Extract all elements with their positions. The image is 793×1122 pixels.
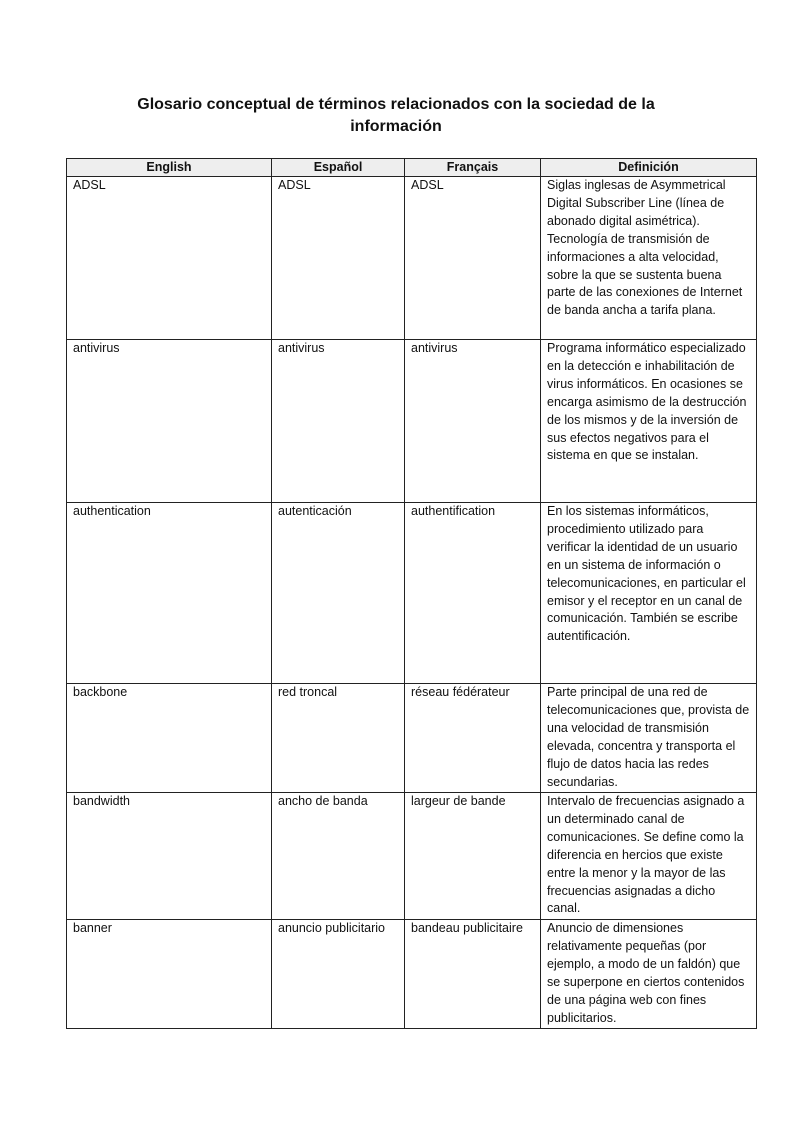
glossary-table [66,158,757,1029]
table-header-row [67,159,757,177]
cell-francais: authentification [405,503,541,684]
cell-espanol: ADSL [272,177,405,340]
cell-espanol: red troncal [272,684,405,793]
cell-definicion: Parte principal de una red de telecomunicaciones que, provista de una velocidad de transmisión elevada, concentra y transporta el flujo de datos hacia las redes secundarias. [541,684,757,793]
cell-english: authentication [67,503,272,684]
cell-espanol: antivirus [272,340,405,503]
cell-definicion: Anuncio de dimensiones relativamente pequeñas (por ejemplo, a modo de un faldón) que se superpone en ciertos contenidos de una página web con fines publicitarios. [541,920,757,1029]
table-row [67,684,757,793]
cell-english: ADSL [67,177,272,340]
cell-definicion: Programa informático especializado en la detección e inhabilitación de virus informáticos. En ocasiones se encarga asimismo de la destrucción de los mismos y de la inversión de sus efectos negativos para el sistema en que se instalan. [541,340,757,503]
cell-english: bandwidth [67,793,272,920]
cell-francais: antivirus [405,340,541,503]
table-row [67,340,757,503]
cell-espanol: autenticación [272,503,405,684]
cell-definicion: Siglas inglesas de Asymmetrical Digital Subscriber Line (línea de abonado digital asimétrica). Tecnología de transmisión de informaciones a alta velocidad, sobre la que se sustenta buena parte de las conexiones de Internet de banda ancha a tarifa plana. [541,177,757,340]
cell-english: backbone [67,684,272,793]
table-row [67,177,757,340]
page-title: Glosario conceptual de términos relacionados con la sociedad de la información [137,96,655,135]
column-header-francais: Français [405,159,541,177]
cell-francais: réseau fédérateur [405,684,541,793]
cell-espanol: ancho de banda [272,793,405,920]
table-row [67,793,757,920]
cell-francais: ADSL [405,177,541,340]
column-header-english: English [67,159,272,177]
cell-definicion: Intervalo de frecuencias asignado a un determinado canal de comunicaciones. Se define como la diferencia en hercios que existe entre la menor y la mayor de las frecuencias asignadas a dicho canal. [541,793,757,920]
cell-francais: largeur de bande [405,793,541,920]
column-header-espanol: Español [272,159,405,177]
cell-english: antivirus [67,340,272,503]
table-row [67,503,757,684]
cell-francais: bandeau publicitaire [405,920,541,1029]
table-row [67,920,757,1029]
cell-english: banner [67,920,272,1029]
cell-espanol: anuncio publicitario [272,920,405,1029]
column-header-definicion: Definición [541,159,757,177]
cell-definicion: En los sistemas informáticos, procedimiento utilizado para verificar la identidad de un usuario en un sistema de información o telecomunicaciones, en particular el emisor y el receptor en un canal de comunicación. También se escribe autentificación. [541,503,757,684]
